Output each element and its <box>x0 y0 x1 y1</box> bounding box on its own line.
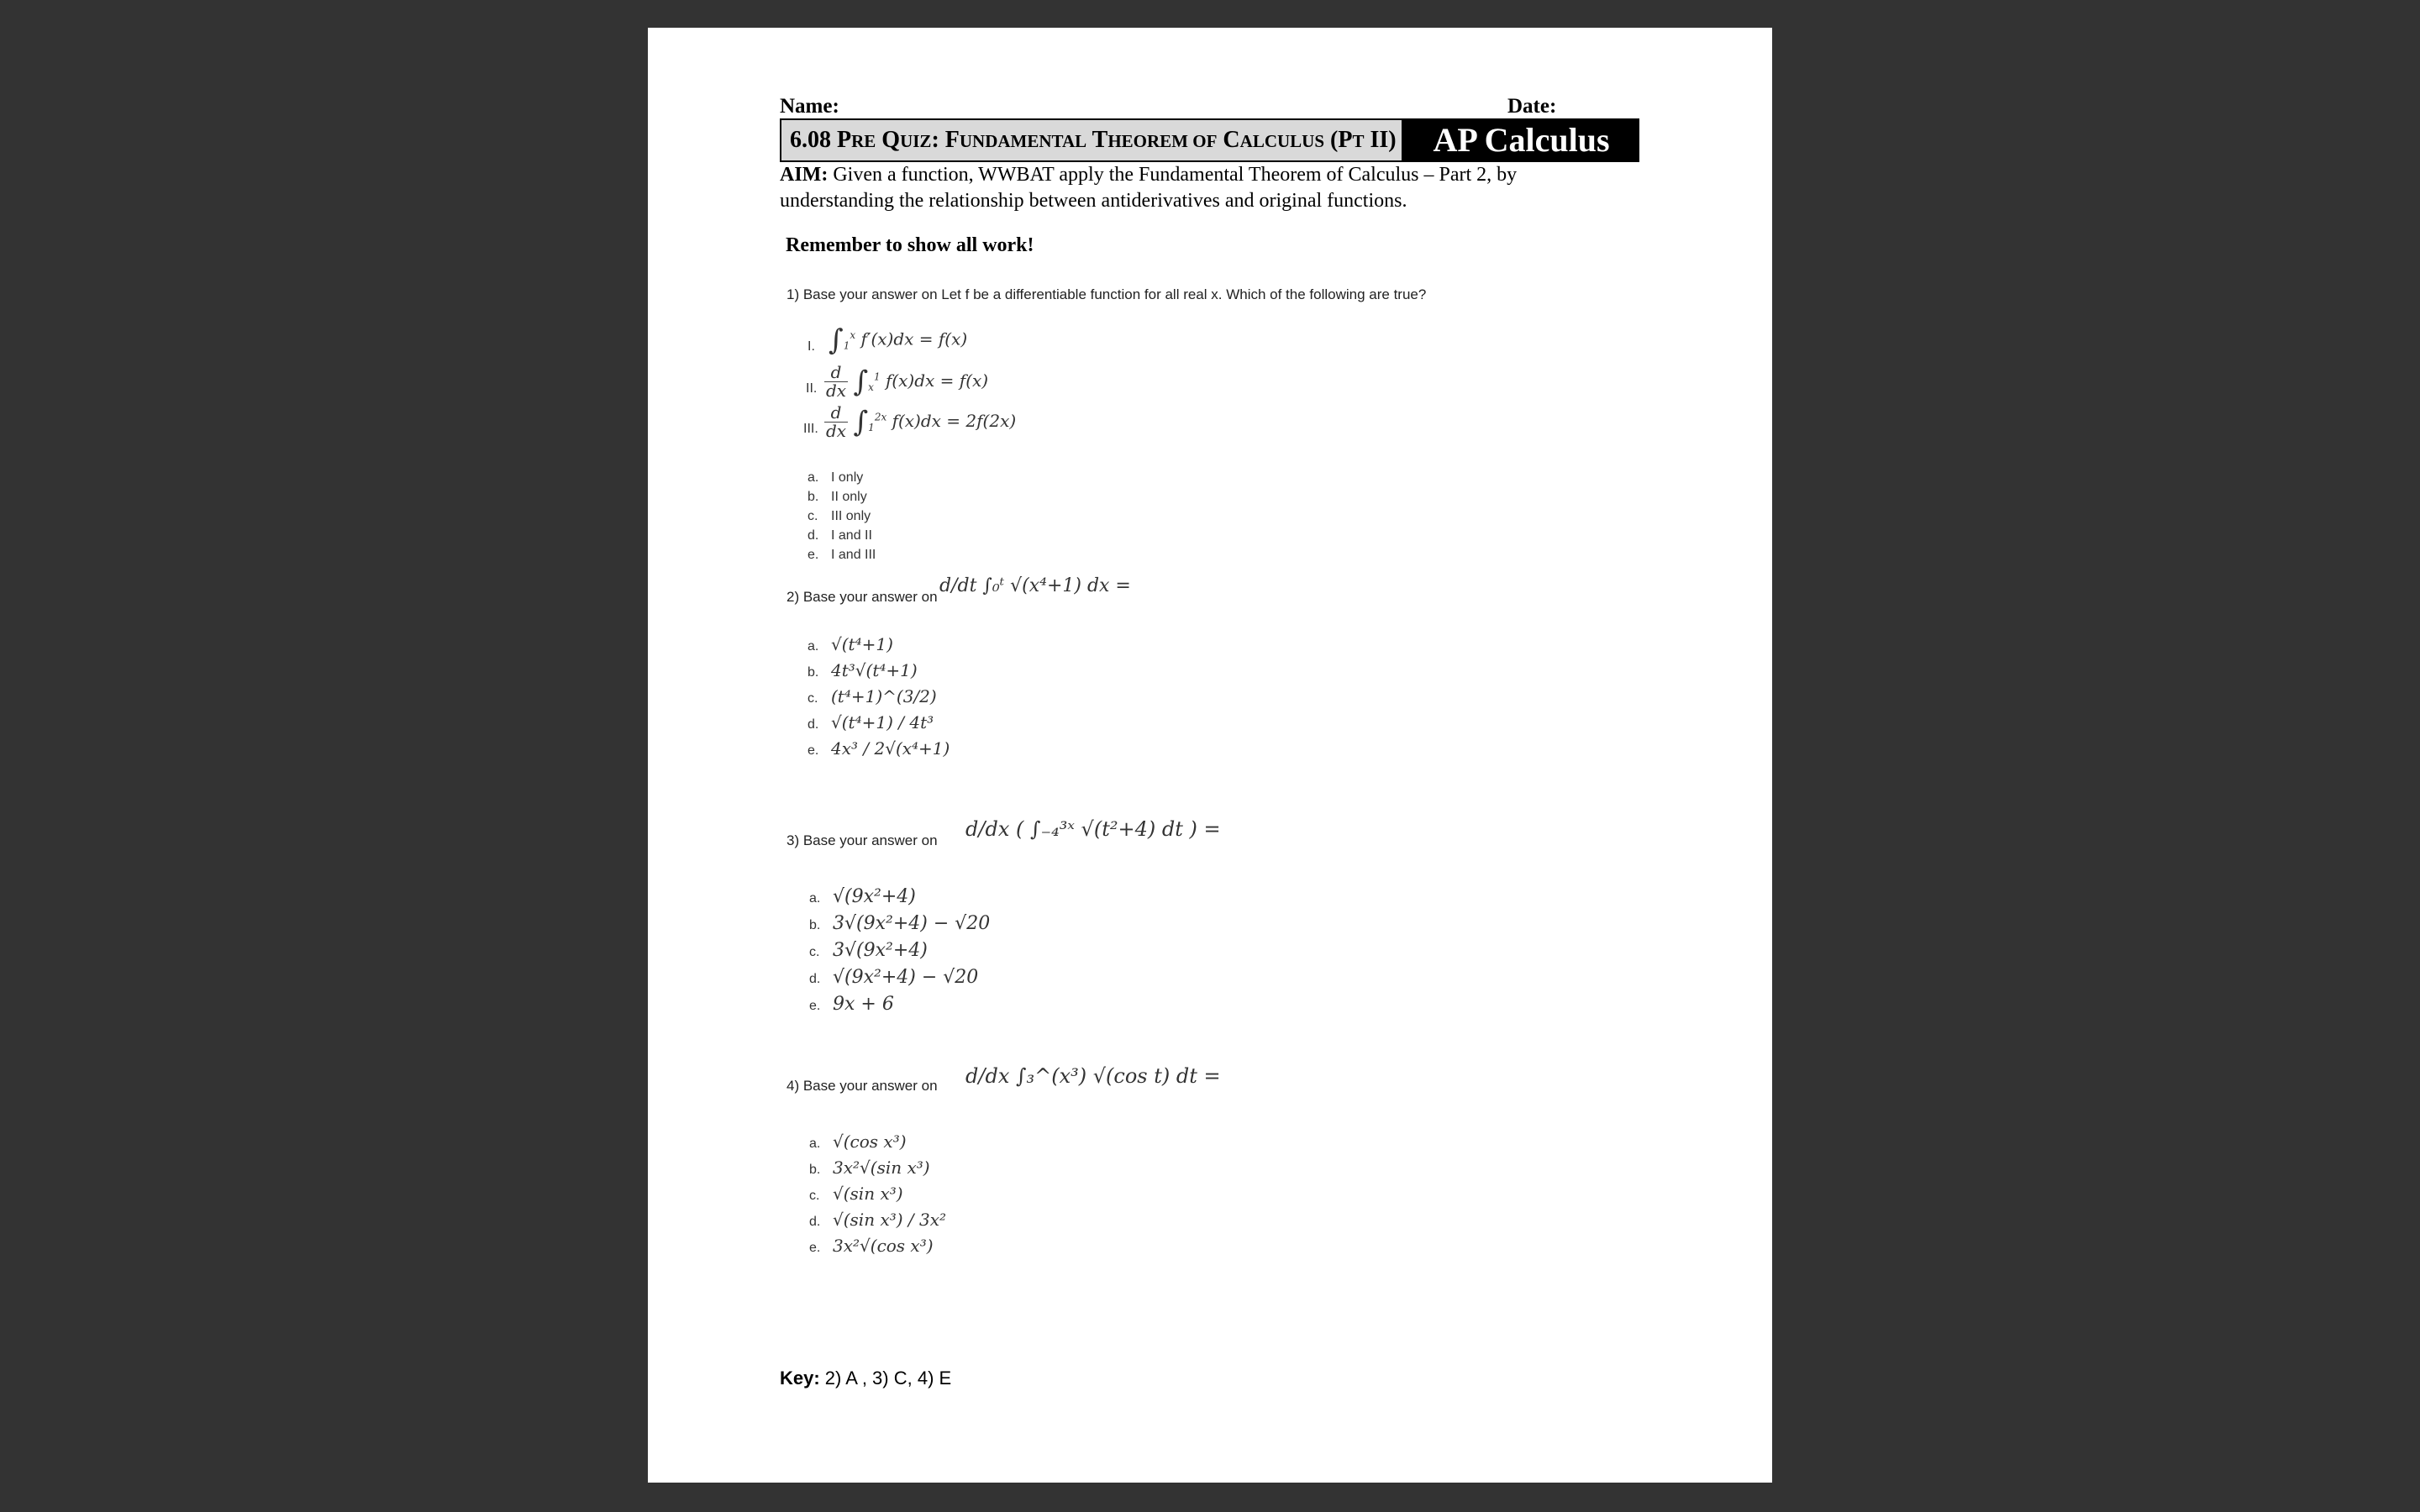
q1-prompt: 1) Base your answer on Let f be a differentiable function for all real x. Which of the following are true? <box>786 286 1427 302</box>
q4-prompt: 4) Base your answer on <box>786 1078 938 1094</box>
q1-option: e. I and III <box>808 548 876 562</box>
q3-option: c. 3√(9x²+4) <box>809 940 928 961</box>
name-label: Name: <box>780 95 839 118</box>
q1-statement-iii: $\frac{d}{dx}$ $\int_1^{2x}$ f(x)dx = 2f(2x) <box>826 402 1017 441</box>
q3-option: b. 3√(9x²+4) − √20 <box>809 913 991 934</box>
q2-expression: d/dt ∫₀ᵗ √(x⁴+1) dx = <box>939 575 1131 596</box>
q4-option: e. 3x²√(cos x³) <box>809 1236 934 1256</box>
q4-option: c. √(sin x³) <box>809 1184 903 1204</box>
q2-option: a. √(t⁴+1) <box>808 634 893 654</box>
course-brand: AP Calculus <box>1403 118 1639 162</box>
answer-key-label: Key: <box>780 1368 820 1389</box>
q2-option: c. (t⁴+1)^(3/2) <box>808 686 937 706</box>
q4-option: b. 3x²√(sin x³) <box>809 1158 930 1178</box>
q1-statement-i: $\int_1^x$ f′(x)dx = f(x) <box>829 323 968 357</box>
aim-label: AIM: <box>780 164 829 186</box>
q1-option: b. II only <box>808 490 867 504</box>
date-label: Date: <box>1507 95 1557 118</box>
q2-option: b. 4t³√(t⁴+1) <box>808 660 918 680</box>
q4-option: a. √(cos x³) <box>809 1131 907 1152</box>
q1-statement-ii: $\frac{d}{dx}$ $\int_x^1$ f(x)dx = f(x) <box>826 362 989 401</box>
q1-option: c. III only <box>808 509 871 523</box>
q1-options <box>808 468 876 564</box>
q3-options <box>809 885 990 1019</box>
q4-option: d. √(sin x³) / 3x² <box>809 1210 947 1230</box>
quiz-title: 6.08 PRE QUIZ: FUNDAMENTAL THEOREM OF CALCULUS (PT II) <box>780 118 1403 162</box>
q2-options <box>808 633 950 763</box>
aim-text: Given a function, WWBAT apply the Fundamental Theorem of Calculus – Part 2, by understanding the relationship between antiderivatives and original functions. <box>780 164 1518 212</box>
q4-expression: d/dx ∫₃^(x³) √(cos t) dt = <box>965 1064 1221 1088</box>
q1-statement-i-label: I. <box>808 339 815 354</box>
q2-option: d. √(t⁴+1) / 4t³ <box>808 712 934 732</box>
q3-expression: d/dx ( ∫₋₄³ˣ √(t²+4) dt ) = <box>965 817 1221 841</box>
q3-prompt: 3) Base your answer on <box>786 832 938 848</box>
worksheet-page <box>648 28 1772 1483</box>
q3-option: d. √(9x²+4) − √20 <box>809 967 979 988</box>
q1-statement-iii-label: III. <box>803 422 818 436</box>
remember-note: Remember to show all work! <box>786 234 1034 256</box>
q2-option: e. 4x³ / 2√(x⁴+1) <box>808 738 950 759</box>
answer-key-text: 2) A , 3) C, 4) E <box>819 1368 952 1389</box>
q1-option: d. I and II <box>808 528 872 543</box>
q2-prompt: 2) Base your answer on <box>786 589 938 605</box>
q4-options <box>809 1130 946 1260</box>
aim-paragraph <box>780 162 1536 214</box>
q1-option: a. I only <box>808 470 864 485</box>
q3-option: a. √(9x²+4) <box>809 886 916 907</box>
q3-option: e. 9x + 6 <box>809 994 894 1015</box>
answer-key <box>780 1368 951 1389</box>
q1-statement-ii-label: II. <box>806 381 818 396</box>
